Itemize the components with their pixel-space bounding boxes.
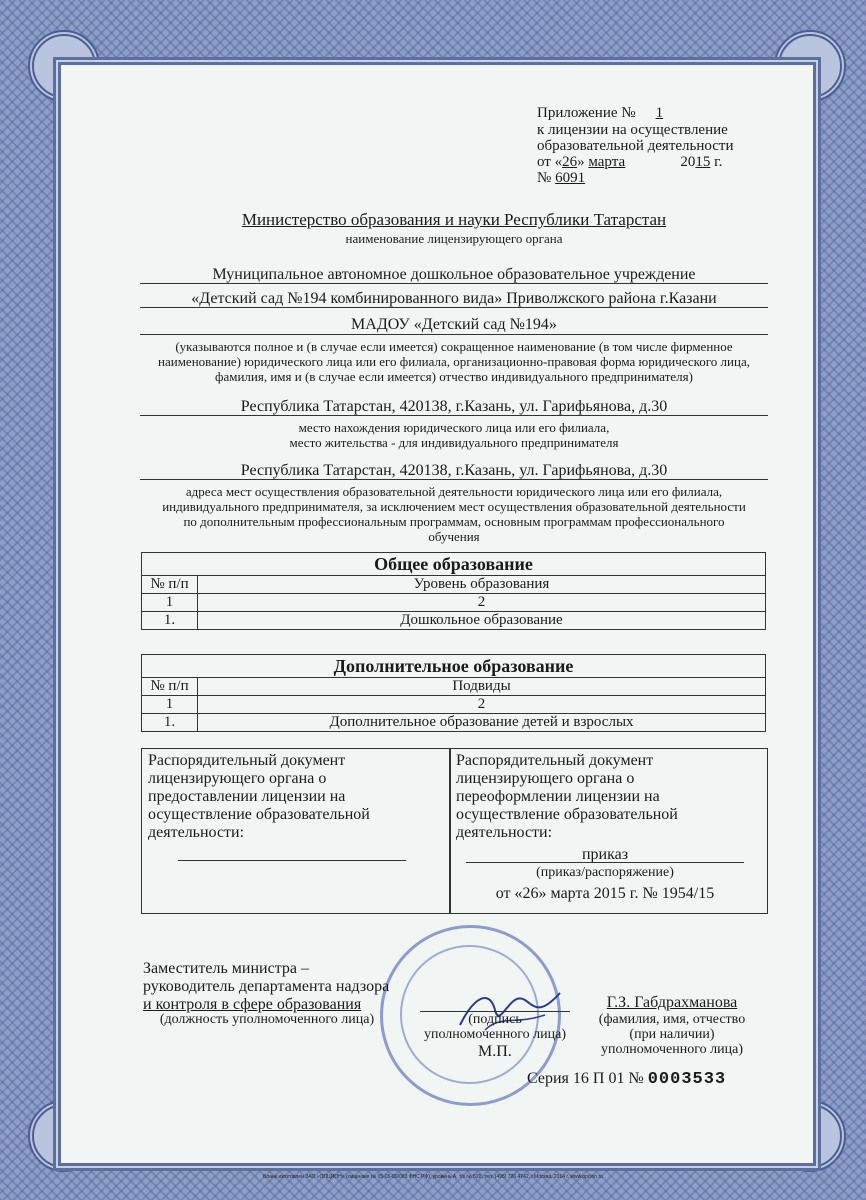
general-education-title: Общее образование bbox=[142, 553, 766, 576]
position-caption: (должность уполномоченного лица) bbox=[159, 1012, 375, 1027]
printer-footer: Бланк изготовлен ЗАО «ОПЦИОН» (лицензия № 05-05-09/003 ФНС РФ), уровень А, т/з № 520, тел. (495) 726 4742, г.Москва, 2014 г. www.opcion.ru bbox=[263, 1174, 603, 1180]
name-caption2: (при наличии) bbox=[629, 1027, 715, 1042]
additional-idx1: 1 bbox=[142, 696, 198, 714]
order-caption: (приказ/распоряжение) bbox=[536, 865, 674, 880]
general-idx2: 2 bbox=[198, 594, 766, 612]
grant-document-text: Распорядительный документ лицензирующего органа о предоставлении лицензии на осуществление образовательной деятельности: bbox=[148, 752, 370, 841]
org-line1-rule bbox=[140, 283, 768, 284]
org-name-line2: «Детский сад №194 комбинированного вида» Приволжского района г.Казани bbox=[191, 290, 717, 307]
table-row-num: 1. bbox=[142, 612, 198, 630]
signer-name: Г.З. Габдрахманова bbox=[606, 994, 738, 1011]
appendix-label: Приложение № 1 bbox=[537, 105, 664, 121]
org-line2-rule bbox=[140, 307, 768, 308]
org-short-name: МАДОУ «Детский сад №194» bbox=[351, 316, 557, 333]
org-short-rule bbox=[140, 334, 768, 335]
appendix-line2: к лицензии на осуществление bbox=[537, 122, 728, 138]
general-col-num: № п/п bbox=[142, 576, 198, 594]
additional-education-table bbox=[141, 654, 766, 732]
table-row-value: Дошкольное образование bbox=[198, 612, 766, 630]
legal-address: Республика Татарстан, 420138, г.Казань, ул. Гарифьянова, д.30 bbox=[240, 398, 668, 415]
location-caption2: место жительства - для индивидуального предпринимателя bbox=[289, 435, 619, 450]
signature-caption1: (подпись bbox=[468, 1012, 522, 1027]
ministry-caption: наименование лицензирующего органа bbox=[345, 231, 563, 246]
ministry-name: Министерство образования и науки Республики Татарстан bbox=[241, 210, 667, 229]
signature-caption2: уполномоченного лица) bbox=[424, 1027, 566, 1042]
activity-address-rule bbox=[140, 479, 768, 480]
legal-address-rule bbox=[140, 415, 768, 416]
name-caption3: уполномоченного лица) bbox=[601, 1042, 743, 1057]
table-row-num: 1. bbox=[142, 714, 198, 732]
signer-position: Заместитель министра – руководитель департамента надзора и контроля в сфере образования bbox=[143, 960, 390, 1013]
additional-col-num: № п/п bbox=[142, 678, 198, 696]
activity-caption: адреса мест осуществления образовательной деятельности юридического лица или его филиала, индивидуального предпринимателя, за исключением мест осуществления образовательной деятельности по дополнительным профессиональным программам, основным программам профессионального обучения bbox=[162, 484, 746, 544]
additional-idx2: 2 bbox=[198, 696, 766, 714]
org-caption: (указываются полное и (в случае если имеется) сокращенное наименование (в том числе фирменное наименование) юридического лица или его филиала, организационно-правовая форма юридического лица, фамилия, имя и (в случае если имеется) отчество индивидуального предпринимателя) bbox=[158, 339, 750, 384]
name-caption1: (фамилия, имя, отчество bbox=[598, 1012, 746, 1027]
location-caption1: место нахождения юридического лица или его филиала, bbox=[298, 420, 610, 435]
general-col-level: Уровень образования bbox=[198, 576, 766, 594]
order-type-rule bbox=[466, 862, 744, 863]
general-education-table bbox=[141, 552, 766, 630]
additional-col-subtypes: Подвиды bbox=[198, 678, 766, 696]
appendix-line3: образовательной деятельности bbox=[537, 138, 734, 154]
appendix-date: от «26» марта 2015 г. bbox=[537, 154, 723, 170]
additional-education-title: Дополнительное образование bbox=[142, 655, 766, 678]
reissue-document-text: Распорядительный документ лицензирующего органа о переоформлении лицензии на осуществление образовательной деятельности: bbox=[456, 752, 678, 841]
org-name-line1: Муниципальное автономное дошкольное образовательное учреждение bbox=[212, 266, 696, 283]
license-number: № 6091 bbox=[537, 170, 586, 186]
order-type: приказ bbox=[581, 846, 629, 863]
seal-place: М.П. bbox=[478, 1043, 512, 1060]
activity-address: Республика Татарстан, 420138, г.Казань, ул. Гарифьянова, д.30 bbox=[240, 462, 668, 479]
table-row-value: Дополнительное образование детей и взрослых bbox=[198, 714, 766, 732]
grant-document-blank bbox=[178, 860, 406, 861]
general-idx1: 1 bbox=[142, 594, 198, 612]
series-line: Серия 16 П 01 № 0003533 bbox=[527, 1070, 727, 1089]
order-date: от «26» марта 2015 г. № 1954/15 bbox=[495, 885, 715, 902]
